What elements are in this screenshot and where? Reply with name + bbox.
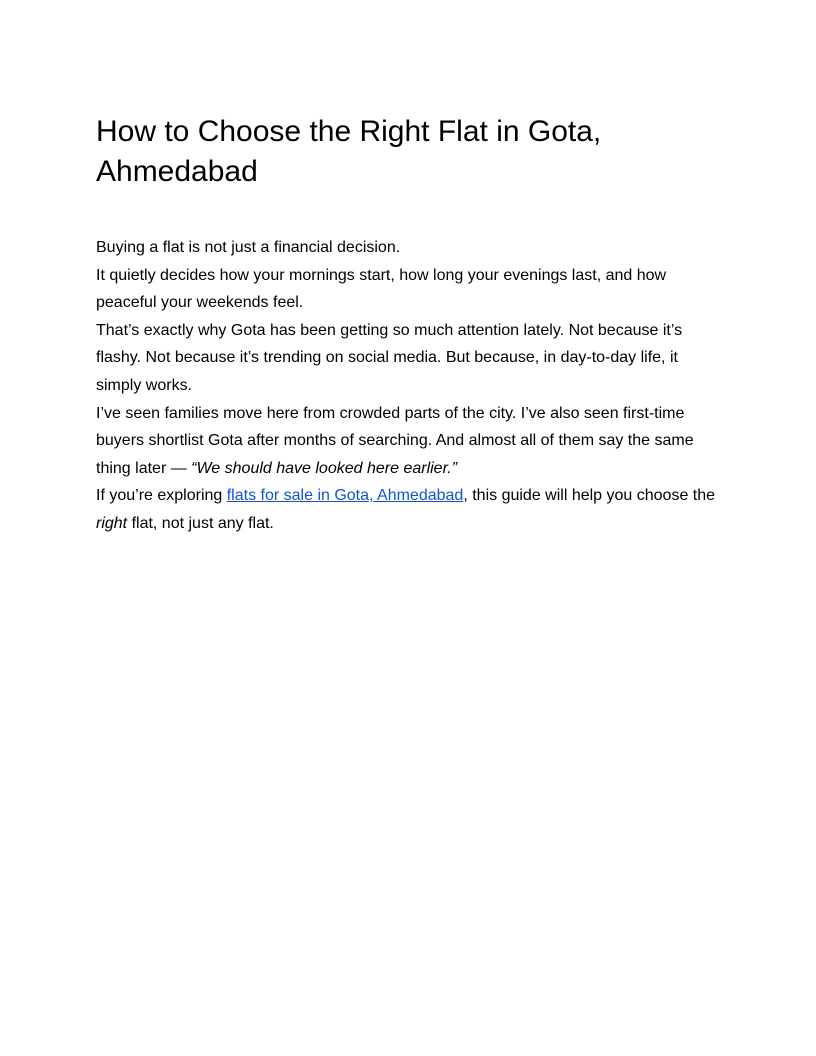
paragraph-5 [96, 482, 720, 537]
paragraph-4 [96, 400, 720, 483]
document-content [96, 112, 720, 538]
document-body [96, 234, 720, 538]
paragraph-5-before: If you’re exploring [96, 487, 227, 505]
paragraph-1: Buying a flat is not just a financial decision. [96, 239, 401, 256]
flats-for-sale-link[interactable]: flats for sale in Gota, Ahmedabad [226, 487, 464, 505]
paragraph-2: It quietly decides how your mornings start, how long your evenings last, and how peaceful your weekends feel. [96, 266, 667, 312]
paragraph-5-middle: , this guide will help you choose the [463, 487, 716, 505]
paragraph-4-text: I’ve seen families move here from crowded parts of the city. I’ve also seen first-time buyers shortlist Gota after months of searching. And almost all of them say the same thing later — [96, 404, 694, 477]
paragraph-5-after: flat, not just any flat. [127, 514, 274, 532]
document-title: How to Choose the Right Flat in Gota, Ahmedabad [96, 115, 602, 188]
paragraph-5-emphasis: right [96, 514, 128, 532]
paragraph-3: That’s exactly why Gota has been getting so much attention lately. Not because it’s flashy. Not because it’s trending on social media. But because, in day-to-day life, it simply works. [96, 321, 683, 394]
paragraph-4-quote: “We should have looked here earlier.” [191, 459, 458, 477]
